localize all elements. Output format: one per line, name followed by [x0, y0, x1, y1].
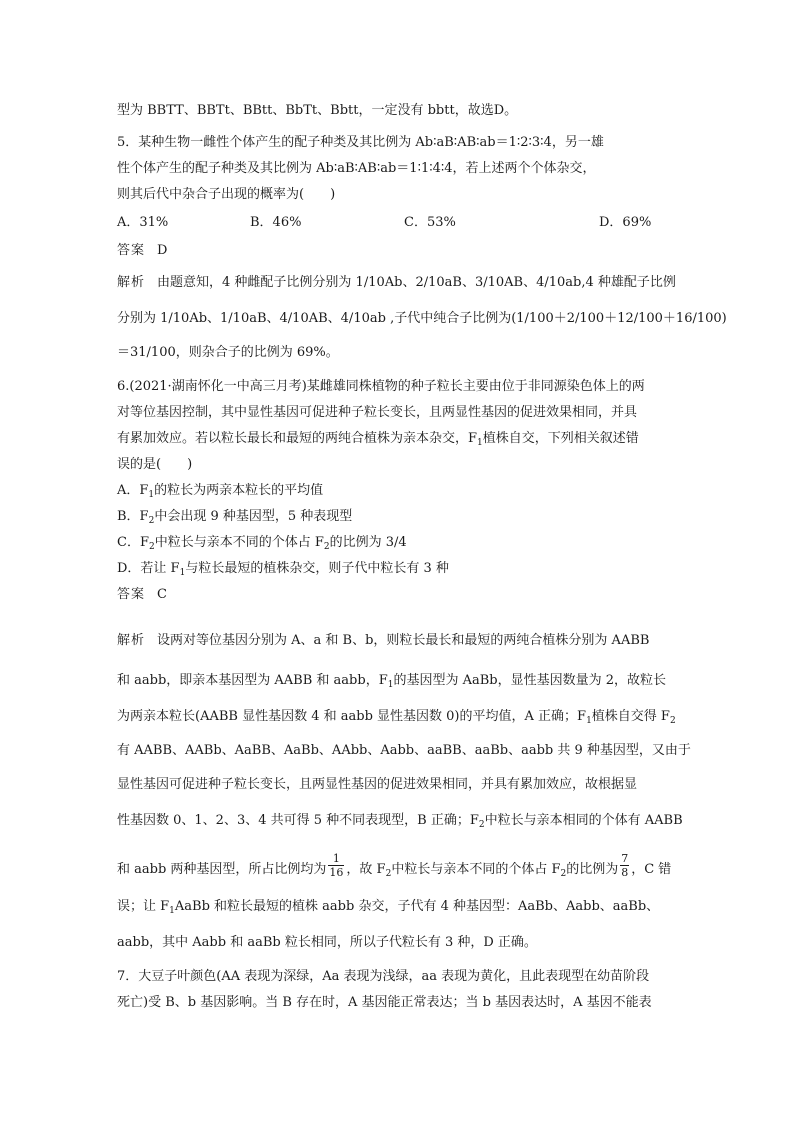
- text: 误；让 F: [117, 899, 170, 914]
- text: 中粒长与亲本不同的个体占 F: [391, 862, 561, 877]
- subscript: 1: [148, 490, 155, 500]
- fraction: [328, 852, 344, 879]
- text: 对等位基因控制，其中显性基因可促进种子粒长变长，且两显性基因的促进效果相同，并具: [117, 405, 638, 420]
- subscript: 1: [586, 716, 592, 726]
- text: ，故 F: [346, 862, 386, 877]
- question-5-stem: [117, 160, 687, 180]
- question-6-stem: [117, 404, 687, 424]
- question-6-explanation: [117, 776, 687, 796]
- text: 植株自交，下列相关叙述错: [482, 431, 639, 446]
- text: 有累加效应。若以粒长最长和最短的两纯合植株为亲本杂交，F: [117, 431, 478, 446]
- text: 则其后代中杂合子出现的概率为( ): [117, 187, 336, 202]
- question-5-explanation: [117, 310, 727, 330]
- text: 有 AABB、AABb、AaBB、AaBb、AAbb、Aabb、aaBB、aaBb、aabb 共 9 种基因型，又由于: [117, 743, 691, 758]
- text: 7．大豆子叶颜色(AA 表现为深绿，Aa 表现为浅绿，aa 表现为黄化，且此表现型在幼苗阶段: [117, 969, 650, 984]
- subscript: 2: [148, 516, 155, 526]
- question-6-explanation: [117, 632, 687, 652]
- text: 死亡)受 B、b 基因影响。当 B 存在时，A 基因能正常表达；当 b 基因表达时，A 基因不能表: [117, 995, 652, 1010]
- text: D．若让 F: [117, 561, 180, 576]
- answer-value: C: [157, 587, 167, 602]
- option-b: [117, 508, 687, 528]
- text-line: [117, 102, 687, 122]
- fraction: [620, 852, 629, 879]
- text: 和 aabb，即亲本基因型为 AABB 和 aabb，F: [117, 673, 388, 688]
- text: 的比例为 3/4: [329, 535, 407, 550]
- explanation-label: 解析: [117, 275, 146, 290]
- text: 显性基因可促进种子粒长变长，且两显性基因的促进效果相同，并具有累加效应，故根据显: [117, 777, 638, 792]
- explanation-label: 解析: [117, 633, 146, 648]
- answer-value: D: [157, 243, 168, 258]
- text: aabb，其中 Aabb 和 aaBb 粒长相同，所以子代粒长有 3 种，D 正确。: [117, 935, 537, 950]
- question-5-stem: [117, 186, 687, 206]
- text: ＝31/100，则杂合子的比例为 69%。: [117, 345, 339, 360]
- question-6-explanation: [117, 852, 687, 879]
- text: ，C 错: [631, 862, 672, 877]
- subscript: 1: [387, 680, 394, 690]
- question-5-explanation: [117, 344, 687, 364]
- question-5-stem: [117, 134, 687, 154]
- fraction-denominator: 16: [329, 866, 344, 879]
- question-7-stem: [117, 994, 687, 1014]
- subscript: 1: [179, 568, 186, 578]
- text: 由题意知，4 种雌配子比例分别为 1/10Ab、2/10aB、3/10AB、4/10ab,4 种雄配子比例: [157, 275, 676, 290]
- text: 和 aabb 两种基因型，所占比例均为: [117, 862, 327, 877]
- text: 设两对等位基因分别为 A、a 和 B、b，则粒长最长和最短的两纯合植株分别为 AABB: [157, 633, 650, 648]
- question-6-explanation: [117, 812, 687, 832]
- option-d: [117, 560, 687, 580]
- subscript: 2: [148, 542, 155, 552]
- question-6-explanation: [117, 708, 687, 728]
- text: 性个体产生的配子种类及其比例为 Ab∶aB∶AB∶ab＝1∶1∶4∶4，若上述两个个体杂交，: [117, 161, 596, 176]
- question-6-explanation: [117, 934, 687, 954]
- text: 中粒长与亲本相同的个体有 AABB: [484, 813, 683, 828]
- answer-label: 答案: [117, 243, 146, 258]
- subscript: 2: [385, 869, 392, 879]
- text: 中粒长与亲本不同的个体占 F: [154, 535, 324, 550]
- subscript: 2: [669, 716, 676, 726]
- option-c: [117, 534, 687, 554]
- text: 中会出现 9 种基因型，5 种表现型: [154, 509, 353, 524]
- subscript: 2: [560, 869, 567, 879]
- text: 性基因数 0、1、2、3、4 共可得 5 种不同表现型，B 正确；F: [117, 813, 479, 828]
- question-6-stem: [117, 430, 687, 450]
- text: 分别为 1/10Ab、1/10aB、4/10AB、4/10ab ,子代中纯合子比例为(1/100＋2/100＋12/100＋16/100): [117, 311, 727, 326]
- fraction-numerator: 7: [621, 852, 629, 865]
- text: B．F: [117, 509, 149, 524]
- text: 型为 BBTT、BBTt、BBtt、BbTt、Bbtt，一定没有 bbtt，故选D。: [117, 103, 518, 118]
- text: 误的是( ): [117, 457, 193, 472]
- text: C．F: [117, 535, 149, 550]
- option-a: A．31%: [117, 215, 169, 230]
- question-7-stem: [117, 968, 687, 988]
- question-6-stem: [117, 378, 687, 398]
- text: 的粒长为两亲本粒长的平均值: [154, 483, 324, 498]
- option-d: D．69%: [599, 215, 652, 230]
- text: 与粒长最短的植株杂交，则子代中粒长有 3 种: [185, 561, 449, 576]
- question-6-stem: [117, 456, 687, 476]
- text: 6.(2021·湖南怀化一中高三月考)某雌雄同株植物的种子粒长主要由位于非同源染色体上的两: [117, 379, 645, 394]
- subscript: 1: [169, 906, 175, 916]
- text: 的基因型为 AaBb，显性基因数量为 2，故粒长: [393, 673, 667, 688]
- question-6-answer: [117, 586, 687, 606]
- question-6-explanation: [117, 742, 691, 762]
- text: AaBb 和粒长最短的植株 aabb 杂交，子代有 4 种基因型：AaBb、Aabb、aaBb、: [174, 899, 660, 914]
- question-6-explanation: [117, 898, 687, 918]
- text: 为两亲本粒长(AABB 显性基因数 4 和 aabb 显性基因数 0)的平均值，A 正确；F: [117, 709, 587, 724]
- fraction-numerator: 1: [328, 852, 344, 866]
- option-c: C．53%: [404, 215, 456, 230]
- question-5-explanation: [117, 274, 687, 294]
- text: 5．某种生物一雌性个体产生的配子种类及其比例为 Ab∶aB∶AB∶ab＝1∶2∶3∶4，另一雄: [117, 135, 604, 150]
- question-5-options: [117, 214, 687, 234]
- fraction-denominator: 8: [621, 866, 629, 879]
- option-b: B．46%: [250, 215, 302, 230]
- answer-label: 答案: [117, 587, 146, 602]
- question-5-answer: [117, 242, 687, 262]
- question-6-explanation: [117, 672, 687, 692]
- text: 植株自交得 F: [591, 709, 670, 724]
- subscript: 1: [477, 438, 483, 448]
- option-a: [117, 482, 687, 502]
- text: A．F: [117, 483, 149, 498]
- subscript: 2: [323, 542, 330, 552]
- subscript: 2: [478, 820, 485, 830]
- text: 的比例为: [566, 862, 619, 877]
